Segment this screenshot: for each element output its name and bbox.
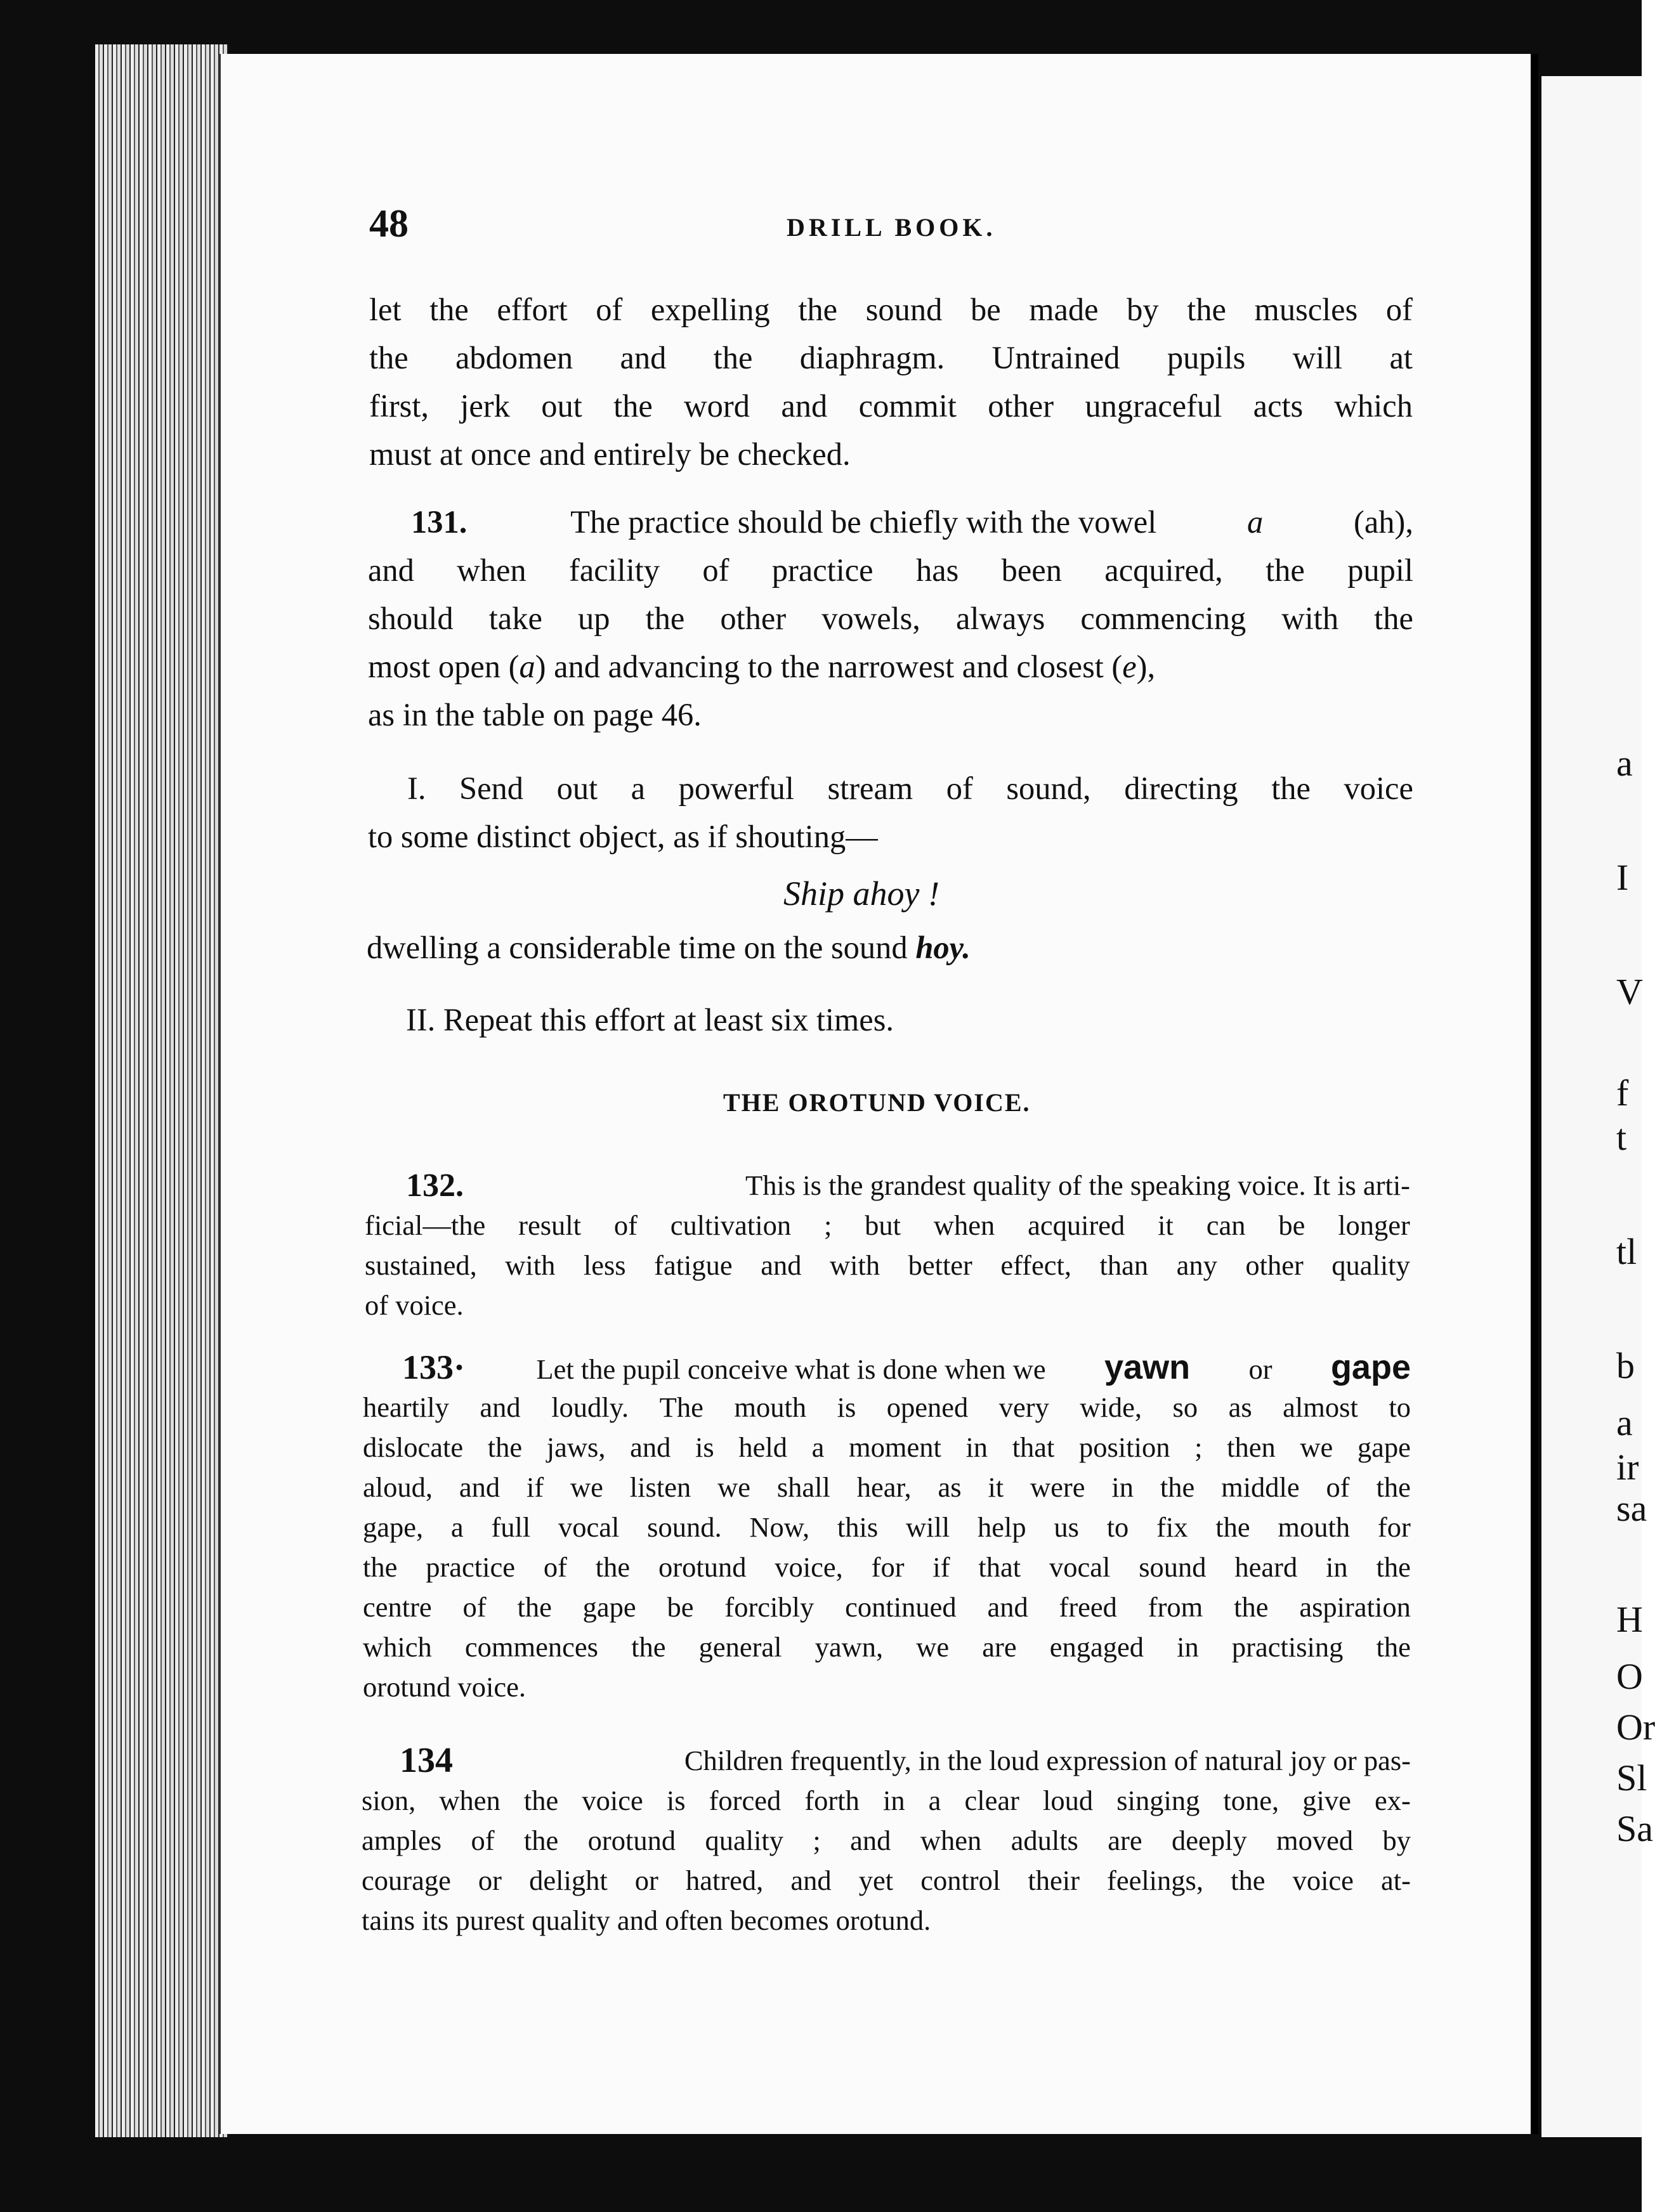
book-page-edges bbox=[95, 44, 228, 2137]
text-line: should take up the other vowels, always commencing with the bbox=[368, 601, 1413, 636]
text-line: gape, a full vocal sound. Now, this will help us to fix the mouth for bbox=[363, 1511, 1411, 1543]
paragraph-number: 132. bbox=[406, 1168, 464, 1204]
text-line: the practice of the orotund voice, for if that vocal sound heard in the bbox=[363, 1551, 1411, 1583]
facing-page-fragment: Sa bbox=[1616, 1808, 1653, 1849]
text-span: ), bbox=[1136, 649, 1156, 684]
text-line: which commences the general yawn, we are engaged in practising the bbox=[363, 1631, 1411, 1663]
text-span: dwelling a considerable time on the sound bbox=[367, 930, 908, 965]
text-span: (ah), bbox=[1354, 504, 1413, 540]
text-line: of voice. bbox=[365, 1289, 464, 1321]
text-span-italic: e bbox=[1122, 649, 1137, 684]
text-line bbox=[362, 1741, 1411, 1781]
text-line: sustained, with less fatigue and with better effect, than any other quality bbox=[365, 1249, 1410, 1281]
text-line: let the effort of expelling the sound be made by the muscles of bbox=[369, 292, 1413, 327]
ship-ahoy-example: Ship ahoy ! bbox=[783, 875, 939, 913]
text-line bbox=[368, 642, 1413, 691]
facing-page-fragment: V bbox=[1616, 971, 1643, 1012]
text-line: amples of the orotund quality ; and when adults are deeply moved by bbox=[362, 1825, 1411, 1856]
text-line: centre of the gape be forcibly continued and freed from the aspiration bbox=[363, 1591, 1411, 1623]
text-line: I. Send out a powerful stream of sound, directing the voice bbox=[407, 771, 1413, 806]
paragraph-133 bbox=[363, 1348, 1411, 1707]
text-line: to some distinct object, as if shouting— bbox=[368, 819, 878, 854]
paragraph-130-continued bbox=[369, 285, 1413, 478]
facing-page-fragment: H bbox=[1616, 1599, 1643, 1640]
text-line: aloud, and if we listen we shall hear, as it were in the middle of the bbox=[363, 1471, 1411, 1503]
facing-page-fragment: Or bbox=[1616, 1707, 1655, 1748]
paragraph-132 bbox=[365, 1166, 1410, 1325]
paragraph-131 bbox=[368, 498, 1413, 739]
dwelling-line bbox=[367, 923, 1412, 972]
text-line bbox=[365, 1166, 1410, 1206]
facing-page-fragment: a bbox=[1616, 743, 1633, 784]
text-line bbox=[368, 498, 1413, 546]
facing-page-fragment: b bbox=[1616, 1345, 1635, 1386]
text-line: as in the table on page 46. bbox=[368, 697, 702, 732]
text-line: and when facility of practice has been acquired, the pupil bbox=[368, 552, 1413, 588]
paragraph-number: 134 bbox=[400, 1741, 453, 1780]
facing-page-fragment: t bbox=[1616, 1117, 1627, 1158]
text-span: ) and advancing to the narrowest and closest ( bbox=[535, 649, 1123, 684]
text-line bbox=[367, 923, 1412, 972]
text-line: heartily and loudly. The mouth is opened very wide, so as almost to bbox=[363, 1391, 1411, 1423]
text-span: This is the grandest quality of the speaking voice. It is arti- bbox=[745, 1169, 1410, 1201]
facing-page-fragment: tl bbox=[1616, 1231, 1637, 1272]
facing-page-fragment: O bbox=[1616, 1656, 1643, 1697]
facing-page-fragment: Sl bbox=[1616, 1757, 1647, 1799]
text-span-italic: hoy. bbox=[915, 930, 971, 965]
text-span: or bbox=[1248, 1353, 1272, 1385]
running-head: DRILL BOOK. bbox=[787, 213, 997, 242]
emphasis-word: yawn bbox=[1104, 1348, 1191, 1386]
facing-page bbox=[1541, 76, 1655, 2137]
text-span: Children frequently, in the loud expression of natural joy or pas- bbox=[684, 1745, 1411, 1776]
text-span: Let the pupil conceive what is done when we bbox=[536, 1353, 1046, 1385]
facing-page-fragment: I bbox=[1616, 857, 1629, 898]
facing-page-fragment: ir bbox=[1616, 1447, 1639, 1488]
paragraph-number: 131. bbox=[411, 504, 468, 540]
text-span-italic: a bbox=[1247, 504, 1264, 540]
paragraph-number: 133· bbox=[402, 1348, 466, 1386]
exercise-one bbox=[368, 764, 1413, 861]
facing-page-fragment: a bbox=[1616, 1402, 1633, 1443]
facing-page-fragment: f bbox=[1616, 1072, 1629, 1114]
text-line: first, jerk out the word and commit other ungraceful acts which bbox=[369, 388, 1413, 424]
emphasis-word: gape bbox=[1330, 1348, 1411, 1386]
text-span-italic: a bbox=[519, 649, 535, 684]
text-line: II. Repeat this effort at least six times. bbox=[406, 1002, 894, 1038]
page-number: 48 bbox=[369, 202, 409, 245]
text-span: The practice should be chiefly with the vowel bbox=[570, 504, 1157, 540]
exercise-two bbox=[406, 996, 1415, 1044]
facing-page-fragment: sa bbox=[1616, 1488, 1647, 1529]
paragraph-134 bbox=[362, 1741, 1411, 1941]
text-span: most open ( bbox=[368, 649, 520, 684]
text-line: dislocate the jaws, and is held a moment in that position ; then we gape bbox=[363, 1431, 1411, 1463]
text-line: the abdomen and the diaphragm. Untrained pupils will at bbox=[369, 340, 1413, 375]
text-line bbox=[363, 1348, 1411, 1388]
text-line: tains its purest quality and often becomes orotund. bbox=[362, 1904, 931, 1936]
text-line: ficial—the result of cultivation ; but when acquired it can be longer bbox=[365, 1209, 1410, 1241]
text-line: courage or delight or hatred, and yet control their feelings, the voice at- bbox=[362, 1864, 1411, 1896]
text-line: must at once and entirely be checked. bbox=[369, 436, 851, 472]
text-line: orotund voice. bbox=[363, 1671, 527, 1703]
section-heading: THE OROTUND VOICE. bbox=[723, 1088, 1031, 1117]
text-line: sion, when the voice is forced forth in a clear loud singing tone, give ex- bbox=[362, 1785, 1411, 1816]
